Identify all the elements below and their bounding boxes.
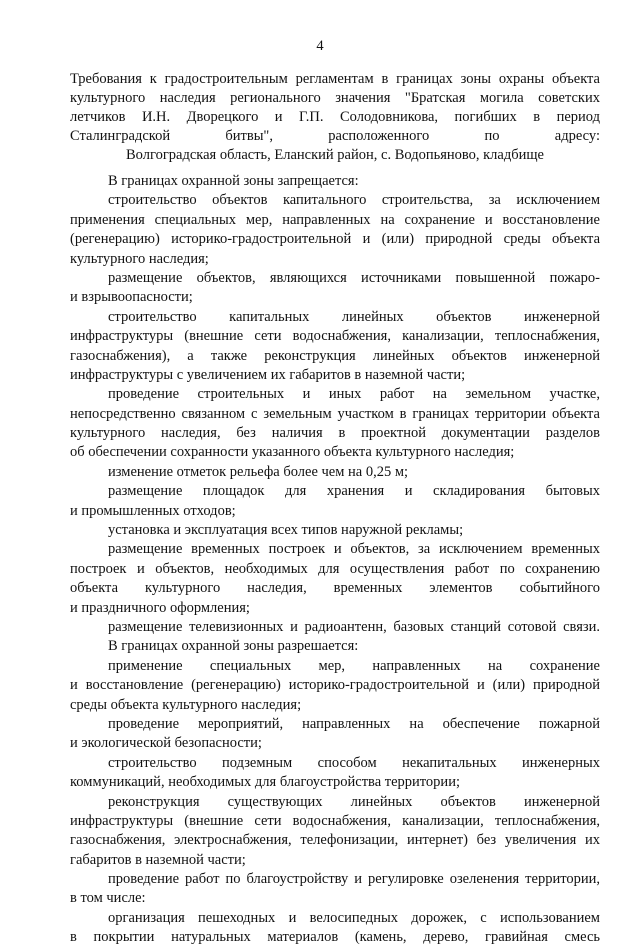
body-text-line: строительство объектов капитального строительства, за исключением (108, 192, 600, 209)
page-number: 4 (316, 38, 324, 54)
body-text-line: проведение строительных и иных работ на земельном участке, (108, 386, 600, 403)
body-text-line: газоснабжения), а также реконструкция линейных объектов инженерной (70, 347, 600, 364)
body-text-line: размещение площадок для хранения и складирования бытовых (108, 483, 600, 500)
body-text-line: инфраструктуры с увеличением их габаритов в наземной части; (70, 366, 466, 383)
body-text-line: и экологической безопасности; (70, 735, 262, 752)
title-line: культурного наследия регионального значения "Братская могила советских (70, 90, 600, 106)
body-text-line: организация пешеходных и велосипедных дорожек, с использованием (108, 909, 600, 926)
body-text-line: и праздничного оформления; (70, 599, 250, 616)
body-text-line: реконструкция существующих линейных объектов инженерной (108, 793, 600, 810)
title-line: Волгоградская область, Еланский район, с. Водопьяново, кладбище (126, 147, 544, 163)
body-text-line: коммуникаций, необходимых для благоустройства территории; (70, 774, 460, 791)
body-text-line: объекта культурного наследия, временных элементов событийного (70, 580, 600, 597)
title-line: летчиков И.Н. Дворецкого и Г.П. Солодовникова, погибших в период (70, 109, 600, 125)
body-text-line: об обеспечении сохранности указанного объекта культурного наследия; (70, 444, 515, 461)
document-title (70, 70, 600, 165)
body-text-line: культурного наследия, без наличия в проектной документации разделов (70, 425, 600, 442)
body-text-line: применение специальных мер, направленных на сохранение (108, 657, 600, 674)
body-text-line: газоснабжения, электроснабжения, телефонизации, интернет) без увеличения их (70, 832, 600, 849)
body-text-line: размещение объектов, являющихся источниками повышенной пожаро- (108, 269, 600, 286)
body-text-line: строительство подземным способом некапитальных инженерных (108, 754, 600, 771)
body-text-line: инфраструктуры (внешние сети водоснабжения, канализации, теплоснабжения, (70, 328, 600, 345)
body-text-line: В границах охранной зоны разрешается: (108, 638, 359, 655)
body-text-line: и взрывоопасности; (70, 289, 193, 306)
body-text-line: (регенерацию) историко-градостроительной и (или) природной среды объекта (70, 231, 600, 248)
body-text-line: размещение телевизионных и радиоантенн, базовых станций сотовой связи. (108, 618, 600, 635)
title-line: Сталинградской битвы", расположенного по адресу: (70, 128, 600, 144)
body-text-line: изменение отметок рельефа более чем на 0,25 м; (108, 463, 409, 480)
body-text-line: культурного наследия; (70, 250, 209, 267)
body-text-line: в том числе: (70, 890, 146, 907)
body-text-line: установка и эксплуатация всех типов наружной рекламы; (108, 522, 464, 539)
body-text-line: проведение мероприятий, направленных на обеспечение пожарной (108, 715, 600, 732)
body-text-line: построек и объектов, необходимых для осуществления работ по сохранению (70, 560, 600, 577)
body-text-line: среды объекта культурного наследия; (70, 696, 302, 713)
document-body (70, 172, 600, 948)
body-text-line: габаритов в наземной части; (70, 851, 246, 868)
body-text-line: строительство капитальных линейных объектов инженерной (108, 308, 600, 325)
body-text-line: непосредственно связанном с земельным участком в границах территории объекта (70, 405, 600, 422)
body-text-line: размещение временных построек и объектов, за исключением временных (108, 541, 600, 558)
body-text-line: применения специальных мер, направленных на сохранение и восстановление (70, 211, 600, 228)
body-text-line: В границах охранной зоны запрещается: (108, 173, 359, 189)
body-text-line: и промышленных отходов; (70, 502, 236, 519)
body-text-line: проведение работ по благоустройству и регулировке озеленения территории, (108, 871, 600, 888)
body-text-line: инфраструктуры (внешние сети водоснабжения, канализации, теплоснабжения, (70, 812, 600, 829)
body-text-line: в покрытии натуральных материалов (камень, дерево, гравийная смесь (70, 929, 600, 946)
body-text-line: и восстановление (регенерацию) историко-градостроительной и (или) природной (70, 677, 600, 694)
title-line: Требования к градостроительным регламентам в границах зоны охраны объекта (70, 71, 600, 87)
